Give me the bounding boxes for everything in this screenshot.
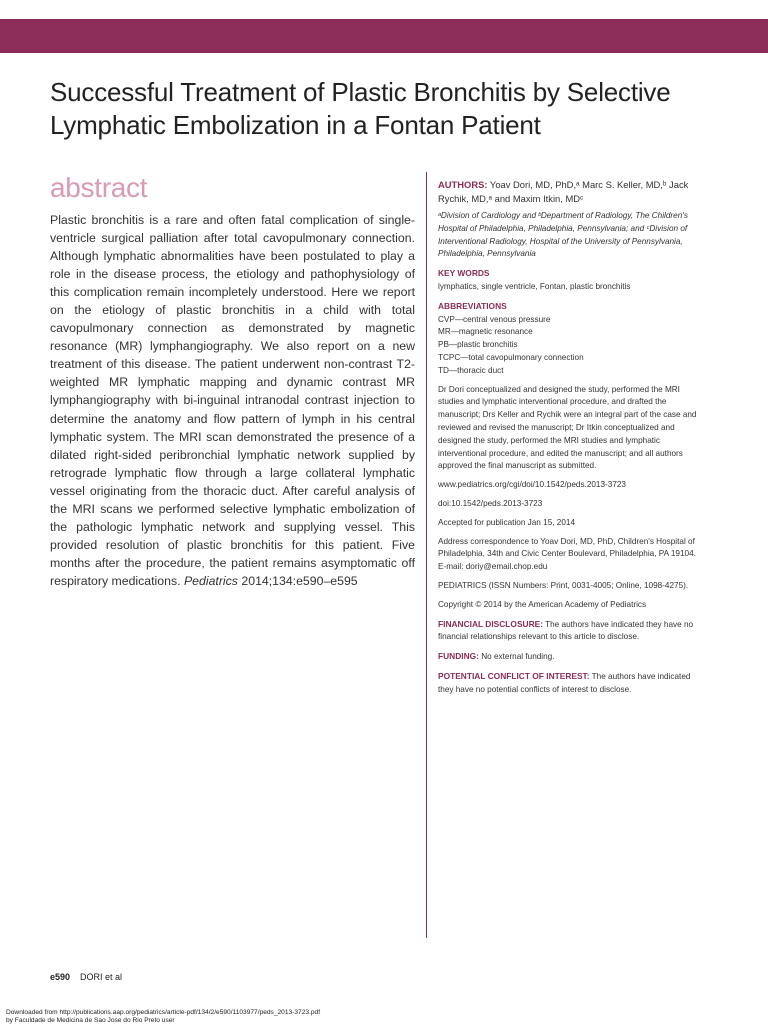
funding-text: No external funding. bbox=[478, 652, 555, 662]
author-contributions: Dr Dori conceptualized and designed the study, performed the MRI studies and lymphatic interventional procedure, and drafted the manuscript; Drs Keller and Rychik were an integral part of the case and reviewed and revised the manuscript; Dr Itkin conceptualized and designed the study, performed the MRI studies and lymphatic interventional procedure, and edited the manuscript; and all authors approved the final manuscript as submitted. bbox=[438, 384, 697, 471]
abbreviation-item: TCPC—total cavopulmonary connection bbox=[438, 352, 584, 362]
doi: doi:10.1542/peds.2013-3723 bbox=[438, 498, 543, 508]
conflict-of-interest bbox=[438, 670, 698, 697]
abstract-body bbox=[50, 211, 415, 590]
running-head: DORI et al bbox=[80, 972, 123, 982]
funding-label: FUNDING: bbox=[438, 651, 479, 662]
abbreviation-item: CVP—central venous pressure bbox=[438, 314, 551, 324]
correspondence: Address correspondence to Yoav Dori, MD, PhD, Children's Hospital of Philadelphia, 34th and Civic Center Boulevard, Philadelphia, PA 19104. E-mail: doriy@email.chop.edu bbox=[438, 536, 696, 572]
conflict-text: The authors have indicated they have no potential conflicts of interest to disclose. bbox=[438, 671, 691, 694]
abbreviation-item: PB—plastic bronchitis bbox=[438, 340, 518, 350]
conflict-label: POTENTIAL CONFLICT OF INTEREST: bbox=[438, 670, 590, 681]
accepted-date: Accepted for publication Jan 15, 2014 bbox=[438, 517, 576, 527]
funding bbox=[438, 650, 698, 664]
issn: PEDIATRICS (ISSN Numbers: Print, 0031-4005; Online, 1098-4275). bbox=[438, 580, 689, 590]
authors-list: Yoav Dori, MD, PhD,ᵃ Marc S. Keller, MD,ᵇ Jack Rychik, MD,ᵃ and Maxim Itkin, MDᶜ bbox=[438, 179, 689, 204]
column-divider bbox=[426, 172, 427, 938]
citation: 2014;134:e590–e595 bbox=[237, 573, 358, 588]
article-info-sidebar bbox=[438, 178, 698, 703]
article-title: Successful Treatment of Plastic Bronchitis by Selective Lymphatic Embolization in a Fontan Patient bbox=[50, 77, 671, 140]
page-footer bbox=[50, 972, 122, 982]
financial-label: FINANCIAL DISCLOSURE: bbox=[438, 618, 543, 629]
download-notice bbox=[6, 1009, 506, 1025]
authors-label: AUTHORS: bbox=[438, 179, 488, 190]
abbreviations-list bbox=[438, 314, 698, 378]
financial-disclosure bbox=[438, 618, 698, 645]
download-url[interactable]: Downloaded from http://publications.aap.org/pediatrics/article-pdf/134/2/e590/1103977/peds_2013-3723.pdf bbox=[6, 1009, 321, 1016]
copyright: Copyright © 2014 by the American Academy of Pediatrics bbox=[438, 599, 647, 609]
abstract-heading: abstract bbox=[50, 172, 148, 203]
page-number: e590 bbox=[50, 972, 71, 982]
keywords: lymphatics, single ventricle, Fontan, plastic bronchitis bbox=[438, 281, 631, 291]
download-user: by Faculdade de Medicina de Sao Jose do Rio Preto user bbox=[6, 1017, 175, 1024]
authors bbox=[438, 178, 698, 206]
header-color-bar bbox=[0, 19, 768, 53]
article-url[interactable]: www.pediatrics.org/cgi/doi/10.1542/peds.2013-3723 bbox=[438, 480, 626, 490]
abbreviation-item: TD—thoracic duct bbox=[438, 365, 504, 375]
affiliations: ᵃDivision of Cardiology and ᵇDepartment of Radiology, The Children's Hospital of Philadelphia, Philadelphia, Pennsylvania; and ᶜDivision of Interventional Radiology, Hospital of the University of Pennsylvania, Philadelphia, Pennsylvania bbox=[438, 211, 688, 259]
abbreviations-label: ABBREVIATIONS bbox=[438, 300, 507, 311]
abstract-text: Plastic bronchitis is a rare and often fatal complication of single-ventricle surgical palliation after total cavopulmonary connection. Although lymphatic abnormalities have been postulated to play a role in the disease process, the etiology and pathophysiology of this complication remain incompletely understood. Here we report on the etiology of plastic bronchitis in a child with total cavopulmonary connection as demonstrated by magnetic resonance (MR) lymphangiography. We also report on a new treatment of this disease. The patient underwent non-contrast T2-weighted MR lymphatic mapping and dynamic contrast MR lymphangiography with bi-inguinal intranodal contrast injection to determine the anatomy and flow pattern of lymph in his central lymphatic system. The MRI scan demonstrated the presence of a dilated right-sided peribronchial lymphatic network supplied by retrograde lymphatic flow through a large collateral lymphatic vessel originating from the thoracic duct. After careful analysis of the MRI scans we performed selective lymphatic embolization of the pathologic lymphatic network and supplying vessel. This provided resolution of plastic bronchitis for this patient. Five months after the procedure, the patient remains asymptomatic off respiratory medications. bbox=[50, 213, 415, 588]
abbreviation-item: MR—magnetic resonance bbox=[438, 327, 533, 337]
journal-name: Pediatrics bbox=[183, 573, 238, 588]
financial-text: The authors have indicated they have no financial relationships relevant to this article to disclose. bbox=[438, 619, 694, 642]
keywords-label: KEY WORDS bbox=[438, 268, 490, 279]
